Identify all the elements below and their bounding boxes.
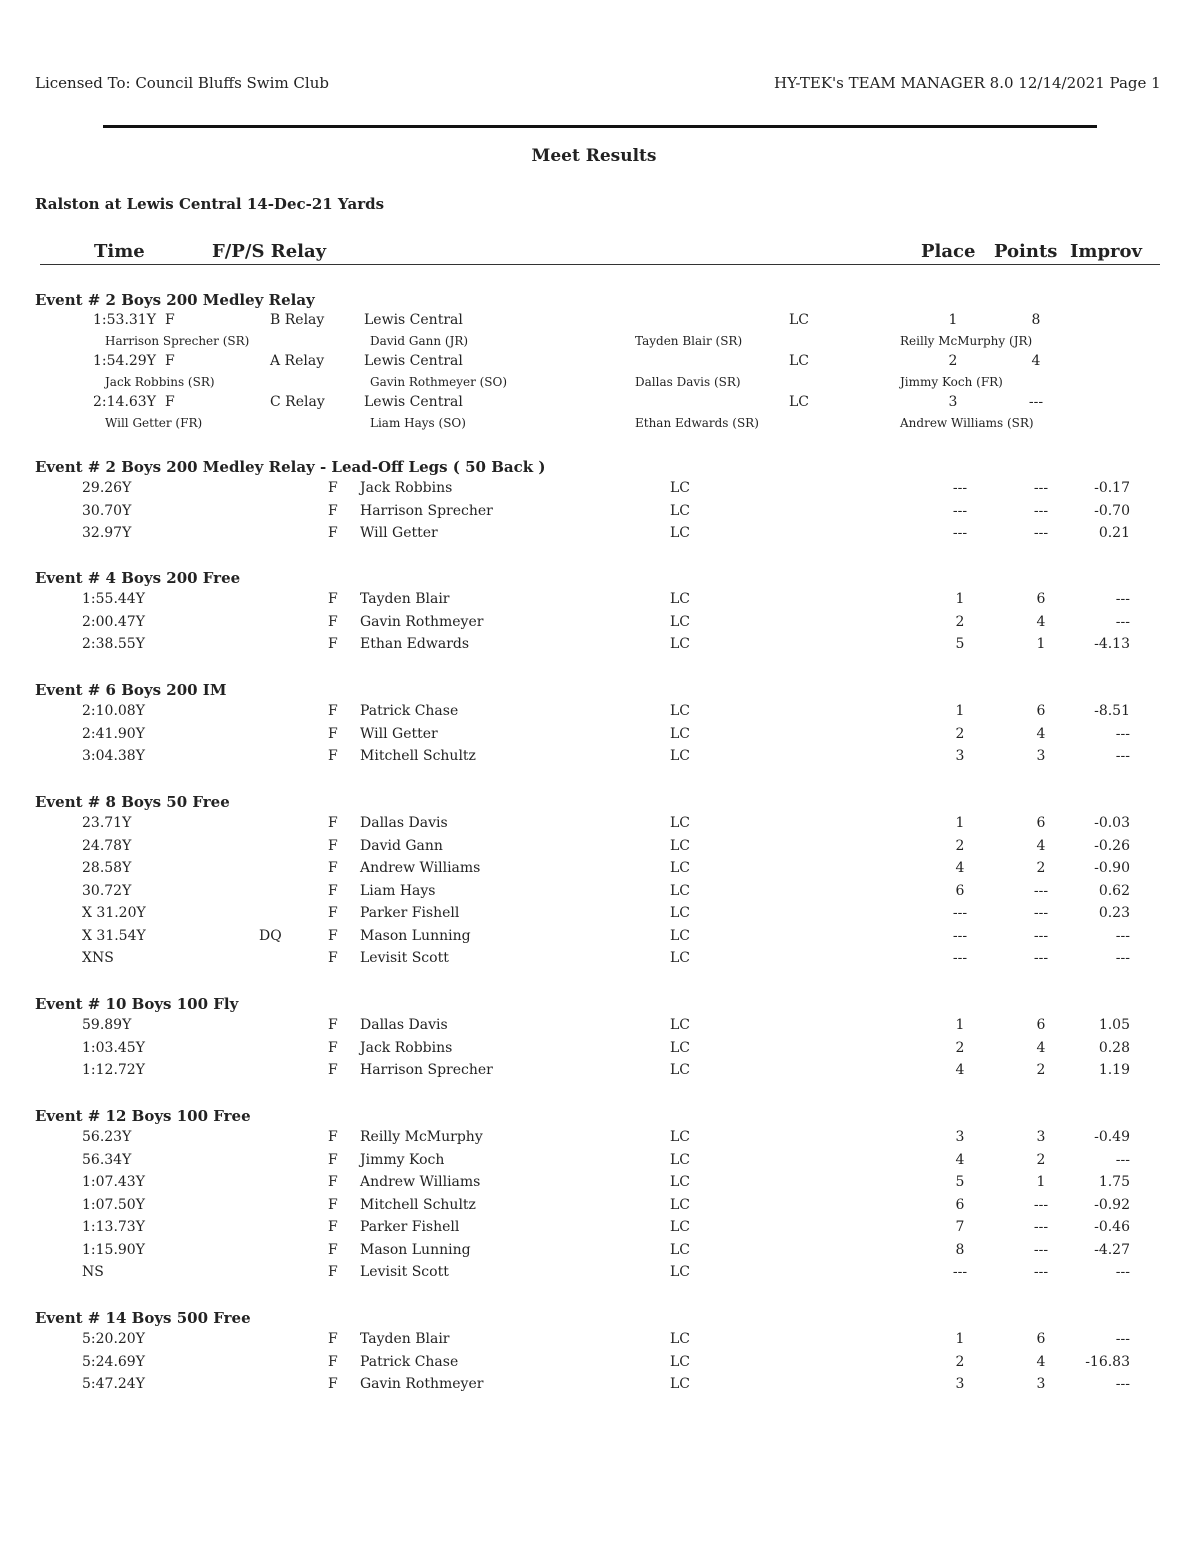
result-time: 2:10.08Y bbox=[82, 703, 145, 719]
result-points: 4 bbox=[1036, 1353, 1046, 1370]
result-improv: --- bbox=[1115, 927, 1130, 944]
swimmer-name: Harrison Sprecher bbox=[360, 502, 493, 519]
result-points: 1 bbox=[1036, 636, 1046, 652]
column-rule bbox=[40, 264, 1160, 265]
event-title: Event # 2 Boys 200 Medley Relay bbox=[35, 291, 315, 309]
result-place: 4 bbox=[955, 860, 965, 876]
result-points: --- bbox=[1033, 950, 1049, 966]
relay-swimmer: Dallas Davis (SR) bbox=[635, 375, 741, 389]
result-fps: F bbox=[328, 837, 338, 854]
result-improv: -0.03 bbox=[1094, 815, 1130, 831]
relay-time: 1:54.29Y bbox=[93, 353, 156, 369]
result-place: 5 bbox=[955, 1174, 965, 1190]
relay-swimmer: Reilly McMurphy (JR) bbox=[900, 334, 1033, 348]
result-team: LC bbox=[670, 748, 691, 764]
result-row bbox=[0, 883, 1200, 905]
result-place: 6 bbox=[955, 882, 965, 899]
result-team: LC bbox=[670, 1129, 691, 1145]
result-time: 1:55.44Y bbox=[82, 591, 145, 607]
result-place: 2 bbox=[955, 837, 965, 854]
event-title: Event # 8 Boys 50 Free bbox=[35, 793, 230, 811]
result-improv: -4.13 bbox=[1094, 636, 1130, 652]
result-place: --- bbox=[952, 1264, 968, 1280]
result-place: 7 bbox=[955, 1219, 965, 1235]
result-fps: F bbox=[328, 525, 338, 541]
swimmer-name: Mitchell Schultz bbox=[360, 1196, 476, 1213]
result-team: LC bbox=[670, 950, 691, 966]
relay-fps: F bbox=[165, 312, 175, 328]
result-place: 3 bbox=[955, 1376, 965, 1392]
result-fps: F bbox=[328, 636, 338, 652]
relay-place: 1 bbox=[948, 312, 958, 328]
result-points: 4 bbox=[1036, 725, 1046, 742]
relay-points: 4 bbox=[1031, 353, 1041, 369]
result-fps: F bbox=[328, 591, 338, 607]
result-points: 6 bbox=[1036, 1017, 1046, 1033]
result-improv: -4.27 bbox=[1094, 1241, 1130, 1258]
result-row bbox=[0, 1040, 1200, 1062]
relay-swimmers bbox=[0, 416, 1200, 434]
result-place: 4 bbox=[955, 1151, 965, 1168]
col-header-place: Place bbox=[921, 241, 976, 262]
result-row bbox=[0, 636, 1200, 658]
swimmer-name: Jimmy Koch bbox=[360, 1151, 445, 1168]
result-improv: -0.49 bbox=[1094, 1129, 1130, 1145]
swimmer-name: Levisit Scott bbox=[360, 1264, 449, 1280]
result-team: LC bbox=[670, 905, 691, 921]
result-improv: --- bbox=[1115, 1331, 1130, 1347]
col-header-points: Points bbox=[994, 241, 1058, 262]
relay-row bbox=[0, 394, 1200, 416]
result-time: 5:20.20Y bbox=[82, 1331, 145, 1347]
result-points: --- bbox=[1033, 1241, 1049, 1258]
result-points: 4 bbox=[1036, 1039, 1046, 1056]
relay-swimmer: Ethan Edwards (SR) bbox=[635, 416, 759, 430]
relay-swimmer: Jack Robbins (SR) bbox=[105, 375, 215, 389]
result-improv: 0.62 bbox=[1098, 882, 1130, 899]
result-time: 1:07.43Y bbox=[82, 1174, 145, 1190]
result-team: LC bbox=[670, 1039, 691, 1056]
result-time: 32.97Y bbox=[82, 525, 132, 541]
result-row bbox=[0, 1219, 1200, 1241]
result-improv: --- bbox=[1115, 748, 1130, 764]
result-time: 2:38.55Y bbox=[82, 636, 145, 652]
result-row bbox=[0, 503, 1200, 525]
result-time: NS bbox=[82, 1264, 104, 1280]
software-date-page: HY-TEK's TEAM MANAGER 8.0 12/14/2021 Page 1 bbox=[774, 74, 1161, 92]
result-time: 3:04.38Y bbox=[82, 748, 145, 764]
result-time: 1:15.90Y bbox=[82, 1241, 145, 1258]
result-row bbox=[0, 1017, 1200, 1039]
result-row bbox=[0, 860, 1200, 882]
result-row bbox=[0, 928, 1200, 950]
result-place: 1 bbox=[955, 703, 965, 719]
result-fps: F bbox=[328, 1331, 338, 1347]
relay-time: 2:14.63Y bbox=[93, 394, 156, 410]
relay-team-abbr: LC bbox=[789, 312, 810, 328]
result-place: --- bbox=[952, 950, 968, 966]
col-header-time: Time bbox=[94, 241, 145, 262]
relay-swimmer: Andrew Williams (SR) bbox=[900, 416, 1034, 430]
result-team: LC bbox=[670, 636, 691, 652]
result-place: 2 bbox=[955, 1353, 965, 1370]
result-time: 29.26Y bbox=[82, 480, 132, 496]
result-fps: F bbox=[328, 1264, 338, 1280]
result-fps: F bbox=[328, 1129, 338, 1145]
result-points: --- bbox=[1033, 502, 1049, 519]
result-improv: --- bbox=[1115, 725, 1130, 742]
result-place: 3 bbox=[955, 1129, 965, 1145]
result-improv: -0.92 bbox=[1094, 1196, 1130, 1213]
result-row bbox=[0, 1264, 1200, 1286]
result-time: 59.89Y bbox=[82, 1017, 132, 1033]
result-improv: 0.21 bbox=[1098, 525, 1130, 541]
result-fps: F bbox=[328, 882, 338, 899]
result-fps: F bbox=[328, 1376, 338, 1392]
result-place: --- bbox=[952, 927, 968, 944]
result-fps: F bbox=[328, 927, 338, 944]
result-row bbox=[0, 1376, 1200, 1398]
result-time: 24.78Y bbox=[82, 837, 132, 854]
result-place: 5 bbox=[955, 636, 965, 652]
result-improv: -0.46 bbox=[1094, 1219, 1130, 1235]
relay-place: 3 bbox=[948, 394, 958, 410]
result-time: 23.71Y bbox=[82, 815, 132, 831]
result-time: X 31.20Y bbox=[82, 905, 146, 921]
result-time: 2:00.47Y bbox=[82, 613, 145, 630]
result-team: LC bbox=[670, 1241, 691, 1258]
result-fps: F bbox=[328, 815, 338, 831]
result-improv: -0.90 bbox=[1094, 860, 1130, 876]
relay-points: --- bbox=[1028, 394, 1044, 410]
result-place: 1 bbox=[955, 1017, 965, 1033]
result-improv: -0.26 bbox=[1094, 837, 1130, 854]
swimmer-name: Tayden Blair bbox=[360, 591, 450, 607]
swimmer-name: Ethan Edwards bbox=[360, 636, 470, 652]
result-place: 4 bbox=[955, 1062, 965, 1078]
relay-swimmers bbox=[0, 375, 1200, 393]
relay-points: 8 bbox=[1031, 312, 1041, 328]
relay-fps: F bbox=[165, 353, 175, 369]
result-points: --- bbox=[1033, 927, 1049, 944]
swimmer-name: Andrew Williams bbox=[360, 1174, 481, 1190]
swimmer-name: Jack Robbins bbox=[360, 480, 453, 496]
result-points: 4 bbox=[1036, 613, 1046, 630]
swimmer-name: Tayden Blair bbox=[360, 1331, 450, 1347]
result-team: LC bbox=[670, 725, 691, 742]
result-row bbox=[0, 525, 1200, 547]
result-fps: F bbox=[328, 1062, 338, 1078]
relay-time: 1:53.31Y bbox=[93, 312, 156, 328]
relay-team-abbr: LC bbox=[789, 353, 810, 369]
result-points: 3 bbox=[1036, 1129, 1046, 1145]
result-improv: -0.70 bbox=[1094, 502, 1130, 519]
result-points: 2 bbox=[1036, 1151, 1046, 1168]
result-fps: F bbox=[328, 703, 338, 719]
result-team: LC bbox=[670, 927, 691, 944]
swimmer-name: Harrison Sprecher bbox=[360, 1062, 493, 1078]
result-row bbox=[0, 748, 1200, 770]
result-points: 6 bbox=[1036, 1331, 1046, 1347]
swimmer-name: Gavin Rothmeyer bbox=[360, 1376, 484, 1392]
result-points: 6 bbox=[1036, 591, 1046, 607]
col-header-fps-relay: F/P/S Relay bbox=[212, 241, 327, 262]
result-place: --- bbox=[952, 502, 968, 519]
result-points: 1 bbox=[1036, 1174, 1046, 1190]
swimmer-name: Patrick Chase bbox=[360, 1353, 459, 1370]
result-time: 1:13.73Y bbox=[82, 1219, 145, 1235]
result-fps: F bbox=[328, 748, 338, 764]
result-points: 2 bbox=[1036, 860, 1046, 876]
result-improv: -16.83 bbox=[1085, 1353, 1130, 1370]
result-team: LC bbox=[670, 1264, 691, 1280]
relay-team: Lewis Central bbox=[364, 353, 463, 369]
page-title: Meet Results bbox=[531, 146, 657, 166]
swimmer-name: Mason Lunning bbox=[360, 1241, 471, 1258]
result-improv: 0.28 bbox=[1098, 1039, 1130, 1056]
relay-row bbox=[0, 353, 1200, 375]
swimmer-name: Will Getter bbox=[360, 525, 438, 541]
col-header-improv: Improv bbox=[1070, 241, 1142, 262]
result-team: LC bbox=[670, 815, 691, 831]
result-time: 1:03.45Y bbox=[82, 1039, 145, 1056]
result-points: --- bbox=[1033, 525, 1049, 541]
result-points: 3 bbox=[1036, 1376, 1046, 1392]
result-row bbox=[0, 950, 1200, 972]
swimmer-name: Will Getter bbox=[360, 725, 438, 742]
result-fps: F bbox=[328, 905, 338, 921]
relay-name: C Relay bbox=[270, 394, 325, 410]
result-fps: F bbox=[328, 950, 338, 966]
result-team: LC bbox=[670, 703, 691, 719]
result-improv: --- bbox=[1115, 950, 1130, 966]
event-title: Event # 14 Boys 500 Free bbox=[35, 1309, 251, 1327]
result-row bbox=[0, 1062, 1200, 1084]
relay-name: B Relay bbox=[270, 312, 325, 328]
result-row bbox=[0, 1129, 1200, 1151]
swimmer-name: Mason Lunning bbox=[360, 927, 471, 944]
header-rule bbox=[103, 125, 1097, 128]
result-points: 6 bbox=[1036, 815, 1046, 831]
result-place: 1 bbox=[955, 1331, 965, 1347]
swimmer-name: Parker Fishell bbox=[360, 1219, 460, 1235]
result-time: 5:24.69Y bbox=[82, 1353, 145, 1370]
result-place: 2 bbox=[955, 725, 965, 742]
result-time: 30.70Y bbox=[82, 502, 132, 519]
result-improv: --- bbox=[1115, 1376, 1130, 1392]
result-place: 1 bbox=[955, 591, 965, 607]
result-points: 6 bbox=[1036, 703, 1046, 719]
relay-team-abbr: LC bbox=[789, 394, 810, 410]
result-fps: F bbox=[328, 613, 338, 630]
event-title: Event # 2 Boys 200 Medley Relay - Lead-Off Legs ( 50 Back ) bbox=[35, 458, 546, 476]
result-fps: F bbox=[328, 1353, 338, 1370]
result-time: 56.34Y bbox=[82, 1151, 132, 1168]
event-title: Event # 6 Boys 200 IM bbox=[35, 681, 227, 699]
result-points: --- bbox=[1033, 480, 1049, 496]
result-row bbox=[0, 726, 1200, 748]
result-time: 30.72Y bbox=[82, 882, 132, 899]
result-place: 2 bbox=[955, 613, 965, 630]
result-points: 4 bbox=[1036, 837, 1046, 854]
result-improv: -0.17 bbox=[1094, 480, 1130, 496]
result-place: 3 bbox=[955, 748, 965, 764]
result-points: --- bbox=[1033, 882, 1049, 899]
relay-swimmer: Gavin Rothmeyer (SO) bbox=[370, 375, 508, 389]
swimmer-name: Dallas Davis bbox=[360, 815, 448, 831]
relay-fps: F bbox=[165, 394, 175, 410]
result-fps: F bbox=[328, 1151, 338, 1168]
swimmer-name: Jack Robbins bbox=[360, 1039, 453, 1056]
relay-swimmer: Will Getter (FR) bbox=[105, 416, 203, 430]
result-improv: --- bbox=[1115, 1264, 1130, 1280]
result-team: LC bbox=[670, 1331, 691, 1347]
result-improv: 0.23 bbox=[1098, 905, 1130, 921]
result-place: 2 bbox=[955, 1039, 965, 1056]
relay-name: A Relay bbox=[270, 353, 325, 369]
result-fps: F bbox=[328, 1219, 338, 1235]
result-points: --- bbox=[1033, 905, 1049, 921]
relay-row bbox=[0, 312, 1200, 334]
result-points: --- bbox=[1033, 1264, 1049, 1280]
result-fps: F bbox=[328, 1241, 338, 1258]
result-fps: F bbox=[328, 502, 338, 519]
swimmer-name: Gavin Rothmeyer bbox=[360, 613, 484, 630]
result-fps: F bbox=[328, 860, 338, 876]
result-team: LC bbox=[670, 502, 691, 519]
swimmer-name: Patrick Chase bbox=[360, 703, 459, 719]
result-points: --- bbox=[1033, 1219, 1049, 1235]
relay-swimmer: Jimmy Koch (FR) bbox=[900, 375, 1003, 389]
swimmer-name: Andrew Williams bbox=[360, 860, 481, 876]
swimmer-name: David Gann bbox=[360, 837, 443, 854]
result-place: 8 bbox=[955, 1241, 965, 1258]
result-improv: --- bbox=[1115, 1151, 1130, 1168]
result-time: 28.58Y bbox=[82, 860, 132, 876]
relay-swimmers bbox=[0, 334, 1200, 352]
result-team: LC bbox=[670, 613, 691, 630]
result-team: LC bbox=[670, 837, 691, 854]
swimmer-name: Liam Hays bbox=[360, 882, 436, 899]
relay-place: 2 bbox=[948, 353, 958, 369]
result-fps: F bbox=[328, 1039, 338, 1056]
result-team: LC bbox=[670, 1196, 691, 1213]
result-improv: --- bbox=[1115, 613, 1130, 630]
event-title: Event # 4 Boys 200 Free bbox=[35, 569, 241, 587]
result-team: LC bbox=[670, 1062, 691, 1078]
result-row bbox=[0, 1174, 1200, 1196]
result-team: LC bbox=[670, 591, 691, 607]
relay-swimmer: Harrison Sprecher (SR) bbox=[105, 334, 250, 348]
result-points: --- bbox=[1033, 1196, 1049, 1213]
meet-name: Ralston at Lewis Central 14-Dec-21 Yards bbox=[35, 195, 385, 213]
result-fps: F bbox=[328, 725, 338, 742]
result-improv: -8.51 bbox=[1094, 703, 1130, 719]
swimmer-name: Parker Fishell bbox=[360, 905, 460, 921]
result-fps: F bbox=[328, 1017, 338, 1033]
result-row bbox=[0, 838, 1200, 860]
relay-swimmer: David Gann (JR) bbox=[370, 334, 469, 348]
result-team: LC bbox=[670, 882, 691, 899]
result-points: 3 bbox=[1036, 748, 1046, 764]
result-team: LC bbox=[670, 860, 691, 876]
result-fps: F bbox=[328, 1174, 338, 1190]
result-row bbox=[0, 905, 1200, 927]
result-row bbox=[0, 1152, 1200, 1174]
swimmer-name: Levisit Scott bbox=[360, 950, 449, 966]
result-improv: 1.19 bbox=[1098, 1062, 1130, 1078]
result-improv: --- bbox=[1115, 591, 1130, 607]
result-row bbox=[0, 815, 1200, 837]
result-place: 1 bbox=[955, 815, 965, 831]
result-team: LC bbox=[670, 1219, 691, 1235]
result-improv: 1.75 bbox=[1098, 1174, 1130, 1190]
result-team: LC bbox=[670, 1353, 691, 1370]
result-team: LC bbox=[670, 525, 691, 541]
result-place: --- bbox=[952, 905, 968, 921]
result-fps: F bbox=[328, 480, 338, 496]
result-place: --- bbox=[952, 525, 968, 541]
result-time: 1:07.50Y bbox=[82, 1196, 145, 1213]
result-row bbox=[0, 614, 1200, 636]
result-row bbox=[0, 1197, 1200, 1219]
result-fps: F bbox=[328, 1196, 338, 1213]
result-time: 5:47.24Y bbox=[82, 1376, 145, 1392]
result-time: 1:12.72Y bbox=[82, 1062, 145, 1078]
result-place: --- bbox=[952, 480, 968, 496]
result-row bbox=[0, 1242, 1200, 1264]
result-team: LC bbox=[670, 1174, 691, 1190]
result-team: LC bbox=[670, 480, 691, 496]
result-row bbox=[0, 591, 1200, 613]
event-title: Event # 12 Boys 100 Free bbox=[35, 1107, 251, 1125]
result-row bbox=[0, 1354, 1200, 1376]
result-dq: DQ bbox=[259, 927, 282, 944]
license-text: Licensed To: Council Bluffs Swim Club bbox=[35, 74, 329, 92]
relay-team: Lewis Central bbox=[364, 394, 463, 410]
swimmer-name: Reilly McMurphy bbox=[360, 1129, 483, 1145]
result-time: X 31.54Y bbox=[82, 927, 146, 944]
relay-team: Lewis Central bbox=[364, 312, 463, 328]
event-title: Event # 10 Boys 100 Fly bbox=[35, 995, 239, 1013]
result-improv: 1.05 bbox=[1098, 1017, 1130, 1033]
result-time: XNS bbox=[82, 950, 114, 966]
result-team: LC bbox=[670, 1151, 691, 1168]
result-time: 2:41.90Y bbox=[82, 725, 145, 742]
result-team: LC bbox=[670, 1376, 691, 1392]
swimmer-name: Dallas Davis bbox=[360, 1017, 448, 1033]
result-row bbox=[0, 1331, 1200, 1353]
result-time: 56.23Y bbox=[82, 1129, 132, 1145]
swimmer-name: Mitchell Schultz bbox=[360, 748, 476, 764]
relay-swimmer: Liam Hays (SO) bbox=[370, 416, 466, 430]
result-row bbox=[0, 703, 1200, 725]
relay-swimmer: Tayden Blair (SR) bbox=[635, 334, 743, 348]
result-place: 6 bbox=[955, 1196, 965, 1213]
result-points: 2 bbox=[1036, 1062, 1046, 1078]
result-team: LC bbox=[670, 1017, 691, 1033]
result-row bbox=[0, 480, 1200, 502]
